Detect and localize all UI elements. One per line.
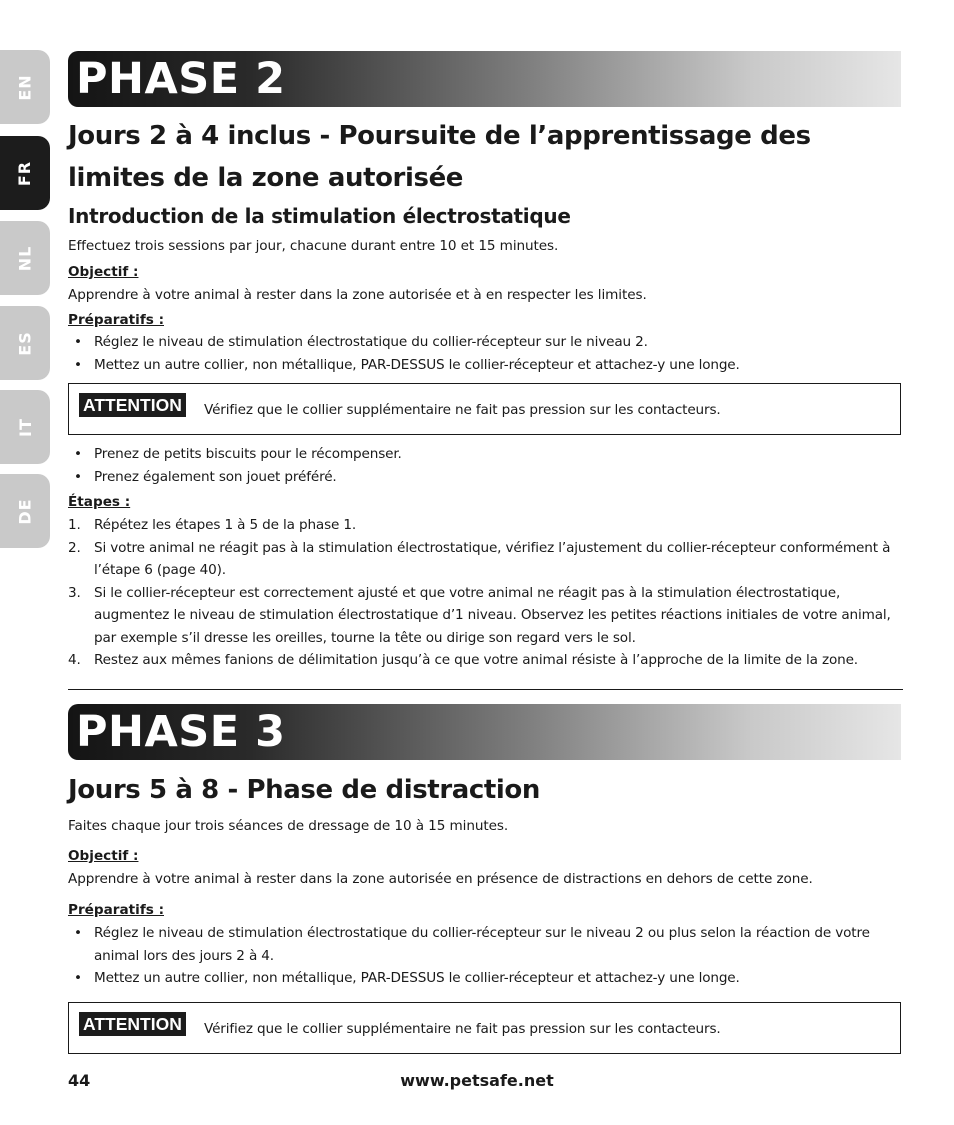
- attention-box: [68, 1002, 901, 1054]
- step-text: Si le collier-récepteur est correctement ajusté et que votre animal ne réagit pas à la stimulation électrostatique, augmentez le niveau de stimulation électrostatique d’1 niveau. Observez les petites réactions initiales de votre animal, par exemple s’il dresse les oreilles, tourne la tête ou dirige son regard vers le sol.: [94, 584, 891, 646]
- lang-tab-label: DE: [15, 497, 35, 525]
- list-item: • Mettez un autre collier, non métallique, PAR-DESSUS le collier-récepteur et attachez-y une longe.: [68, 967, 903, 990]
- attention-text: Vérifiez que le collier supplémentaire ne fait pas pression sur les contacteurs.: [204, 1021, 721, 1037]
- step-text: Si votre animal ne réagit pas à la stimulation électrostatique, vérifiez l’ajustement du collier-récepteur conformément à l’étape 6 (page 40).: [94, 539, 891, 578]
- step-item: [68, 514, 903, 537]
- lang-tab-label: ES: [15, 330, 35, 356]
- phase-2-intro: Effectuez trois sessions par jour, chacune durant entre 10 et 15 minutes.: [68, 238, 559, 254]
- section-divider: [68, 689, 903, 690]
- lang-tab-label: IT: [15, 417, 35, 437]
- list-item: • Mettez un autre collier, non métallique, PAR-DESSUS le collier-récepteur et attachez-y une longe.: [68, 354, 903, 377]
- phase-2-objective-label: Objectif :: [68, 264, 139, 280]
- step-number: 3.: [68, 584, 81, 601]
- lang-tab-es[interactable]: [0, 306, 50, 380]
- list-item: • Prenez de petits biscuits pour le récompenser.: [68, 443, 903, 466]
- phase-2-title: Jours 2 à 4 inclus - Poursuite de l’apprentissage des limites de la zone autorisée: [68, 121, 811, 193]
- lang-tab-it[interactable]: [0, 390, 50, 464]
- step-number: 4.: [68, 652, 81, 668]
- phase-2-banner-label: PHASE 2: [76, 54, 286, 104]
- phase-3-intro: Faites chaque jour trois séances de dressage de 10 à 15 minutes.: [68, 818, 509, 834]
- lang-tab-nl[interactable]: [0, 221, 50, 295]
- phase-3-objective-label: Objectif :: [68, 848, 139, 864]
- phase-2-prep-list: [68, 331, 903, 376]
- attention-badge: ATTENTION: [79, 1012, 186, 1036]
- step-number: 2.: [68, 539, 81, 556]
- step-item: [68, 537, 903, 582]
- phase-2-prep-label: Préparatifs :: [68, 312, 164, 328]
- phase-3-prep-label: Préparatifs :: [68, 902, 164, 918]
- phase-3-title: Jours 5 à 8 - Phase de distraction: [68, 775, 541, 805]
- phase-2-steps-list: [68, 514, 903, 672]
- lang-tab-label: FR: [15, 160, 35, 186]
- lang-tab-label: EN: [15, 73, 35, 101]
- list-item: • Réglez le niveau de stimulation électrostatique du collier-récepteur sur le niveau 2.: [68, 331, 903, 354]
- step-item: [68, 582, 903, 650]
- lang-tab-fr[interactable]: [0, 136, 50, 210]
- attention-box: [68, 383, 901, 435]
- step-text: Restez aux mêmes fanions de délimitation jusqu’à ce que votre animal résiste à l’approche de la limite de la zone.: [94, 652, 858, 668]
- footer-url[interactable]: www.petsafe.net: [400, 1071, 554, 1090]
- phase-2-banner: [68, 51, 901, 107]
- phase-2-objective-text: Apprendre à votre animal à rester dans la zone autorisée et à en respecter les limites.: [68, 287, 647, 303]
- step-text: Répétez les étapes 1 à 5 de la phase 1.: [94, 517, 357, 533]
- phase-2-prep-list-2: [68, 443, 903, 488]
- phase-3-banner-label: PHASE 3: [76, 707, 286, 757]
- phase-3-banner: [68, 704, 901, 760]
- list-item: • Réglez le niveau de stimulation électrostatique du collier-récepteur sur le niveau 2 ou plus selon la réaction de votre animal lors des jours 2 à 4.: [68, 922, 903, 967]
- step-item: [68, 649, 903, 672]
- attention-text: Vérifiez que le collier supplémentaire ne fait pas pression sur les contacteurs.: [204, 402, 721, 418]
- phase-2-subtitle: Introduction de la stimulation électrostatique: [68, 204, 571, 228]
- lang-tab-en[interactable]: [0, 50, 50, 124]
- attention-badge: ATTENTION: [79, 393, 186, 417]
- phase-2-steps-label: Étapes :: [68, 494, 131, 510]
- step-number: 1.: [68, 517, 81, 533]
- lang-tab-de[interactable]: [0, 474, 50, 548]
- list-item: • Prenez également son jouet préféré.: [68, 466, 903, 489]
- phase-3-objective-text: Apprendre à votre animal à rester dans la zone autorisée en présence de distractions en dehors de cette zone.: [68, 871, 813, 887]
- lang-tab-label: NL: [15, 245, 35, 271]
- page-number: 44: [68, 1071, 91, 1090]
- phase-3-prep-list: [68, 922, 903, 990]
